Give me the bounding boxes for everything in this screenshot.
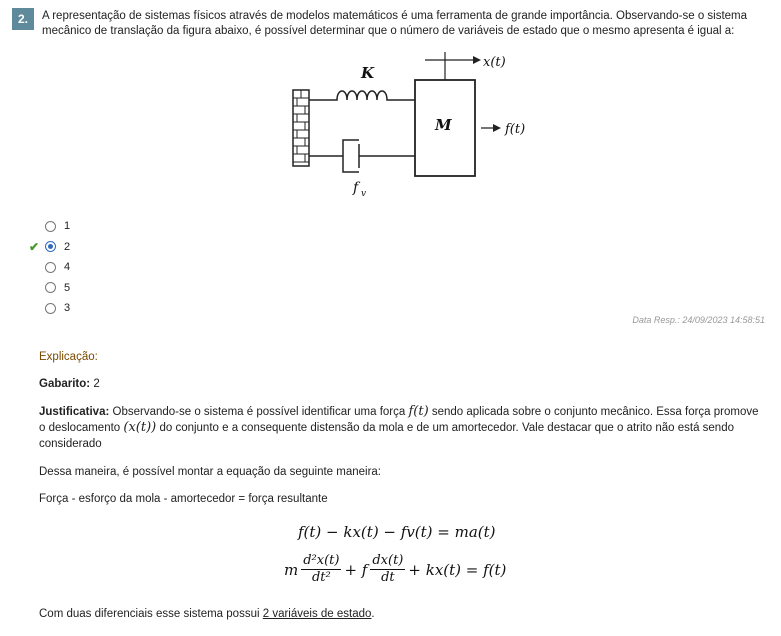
radio-button[interactable] — [45, 303, 56, 314]
conclusion-prefix: Com duas diferenciais esse sistema possui — [39, 608, 260, 620]
answer-options — [26, 216, 70, 319]
conclusion-link: 2 variáveis de estado — [262, 608, 372, 620]
conclusion-suffix: . — [371, 608, 375, 620]
equation-2 — [284, 553, 506, 586]
option-row[interactable] — [26, 237, 70, 258]
option-row[interactable] — [26, 298, 70, 319]
damper-label: f — [353, 180, 359, 196]
answer-key-value: 2 — [93, 378, 100, 390]
option-row[interactable] — [26, 216, 70, 237]
eq2-frac2-num: dx(t) — [372, 553, 404, 568]
force-expr: f(t) — [408, 404, 429, 419]
eq2-plus-f: + f — [344, 560, 368, 579]
damper-subscript: v — [361, 189, 367, 199]
displacement-label: x(t) — [483, 55, 506, 70]
equation-1: f(t) − kx(t) − fv(t) = ma(t) — [298, 523, 496, 541]
wall-shape — [293, 90, 309, 166]
spring-shape — [309, 91, 415, 100]
option-label: 1 — [64, 220, 71, 233]
eq2-frac1-den: dt² — [311, 570, 331, 585]
x-arrow-head — [473, 56, 481, 64]
option-label: 5 — [64, 281, 71, 294]
radio-button[interactable] — [45, 221, 56, 232]
question-number: 2. — [12, 8, 34, 30]
justification-label: Justificativa: — [39, 406, 110, 418]
question-text: A representação de sistemas físicos através de modelos matemáticos é uma ferramenta de grande importância. Observando-se o sistema mecânico de translação da figura abaixo, é possível determinar que o número de variáveis de estado que o mesmo apresenta é igual a: — [42, 10, 748, 37]
justification-text: sendo aplicada sobre o conjunto mecânico. Essa força promove o deslocamento — [39, 406, 759, 434]
radio-button[interactable] — [45, 282, 56, 293]
eq2-fraction-2 — [370, 553, 405, 586]
equation-intro: Dessa maneira, é possível montar a equação da seguinte maneira: — [39, 466, 382, 478]
option-label: 2 — [64, 240, 71, 253]
f-arrow-head — [493, 124, 501, 132]
force-label: f(t) — [505, 122, 526, 137]
check-icon: ✔ — [28, 239, 40, 254]
justification-text: do conjunto e a consequente distensão da mola e de um amortecedor. Vale destacar que o atrito não está sendo considerado — [39, 422, 734, 450]
eq2-m: m — [284, 560, 299, 579]
option-label: 4 — [64, 261, 71, 274]
eq2-rest: + kx(t) = f(t) — [408, 560, 507, 579]
answer-key — [39, 378, 100, 390]
option-row[interactable] — [26, 278, 70, 299]
eq2-fraction-1 — [301, 553, 341, 586]
force-balance-text: Força - esforço da mola - amortecedor = força resultante — [39, 493, 328, 505]
explanation-heading: Explicação: — [39, 351, 98, 363]
conclusion — [39, 608, 375, 620]
eq2-frac2-den: dt — [381, 570, 395, 585]
mechanical-system-figure — [287, 50, 547, 202]
spring-label: K — [361, 64, 375, 82]
radio-button[interactable] — [45, 262, 56, 273]
eq2-frac1-num: d²x(t) — [303, 553, 340, 568]
answer-key-label: Gabarito: — [39, 378, 91, 390]
justification — [39, 404, 759, 452]
mass-label: M — [435, 116, 452, 134]
damper-shape — [309, 140, 415, 172]
displacement-expr: (x(t)) — [123, 420, 157, 435]
response-date: Data Resp.: 24/09/2023 14:58:51 — [632, 315, 765, 325]
justification-text: Observando-se o sistema é possível identificar uma força — [112, 406, 406, 418]
option-label: 3 — [64, 302, 71, 315]
option-row[interactable] — [26, 257, 70, 278]
radio-button-selected[interactable] — [45, 241, 56, 252]
